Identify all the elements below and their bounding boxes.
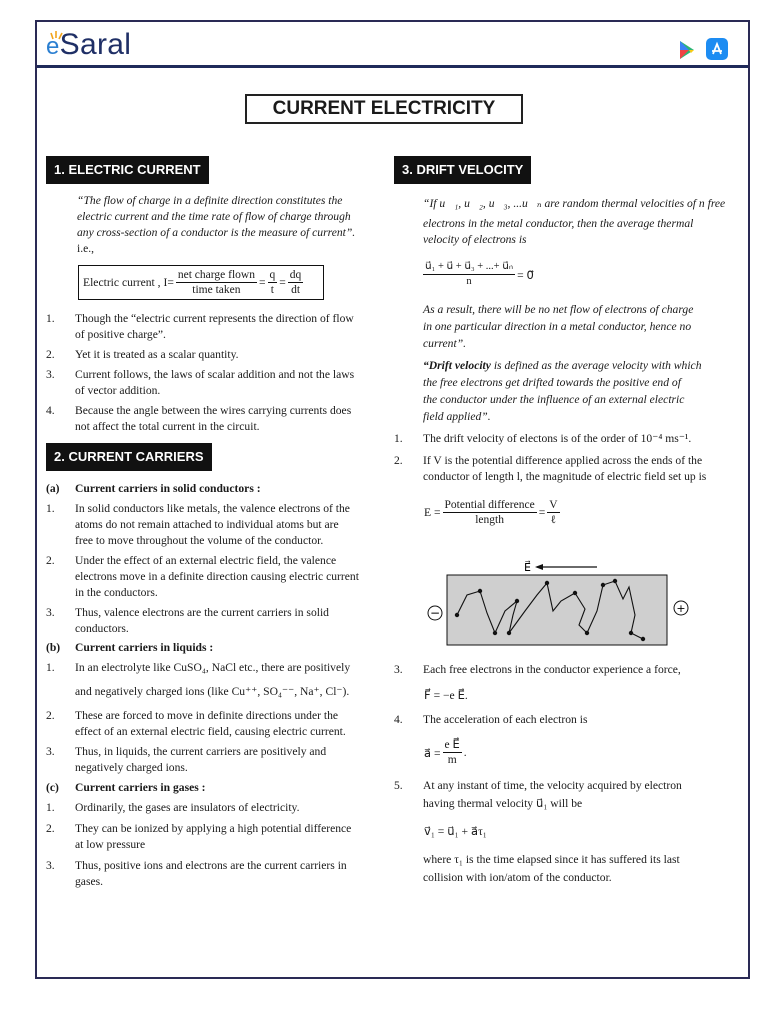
s3-definition-line-1 — [423, 358, 702, 374]
positive-terminal-sign: + — [676, 602, 686, 615]
s2-c3-line-2: gases. — [75, 875, 104, 888]
s3-intro-line-1: “If u⃗₁, u⃗₂, u⃗₃, ...u⃗ₙ are random thermal velocities of n free — [423, 197, 726, 210]
s1-item-number: 1. — [46, 312, 55, 325]
section-1-heading: 1. ELECTRIC CURRENT — [46, 156, 209, 184]
s2-c-item-number: 2. — [46, 822, 55, 835]
s2-a2-line-1: Under the effect of an external electric field, the valence — [75, 554, 337, 567]
eq-dq: dq — [289, 269, 302, 281]
s3-item-number: 2. — [394, 454, 403, 467]
s2-a-item-number: 3. — [46, 606, 55, 619]
s2-b-item-number: 2. — [46, 709, 55, 722]
s2-b-title: Current carriers in liquids : — [75, 641, 214, 654]
s1-item-number: 3. — [46, 368, 55, 381]
velocity-equation: v⃗₁ = u⃗₁ + a⃗τ₁ — [424, 825, 487, 838]
s2-c-title: Current carriers in gases : — [75, 781, 206, 794]
s1-ie: i.e., — [77, 242, 95, 255]
avg-num: u⃗₁ + u⃗ + u⃗₃ + ...+ u⃗ₙ — [423, 260, 515, 275]
s3-item-2-line-2: conductor of length l, the magnitude of electric field set up is — [423, 470, 707, 483]
s1-item-2-line-1: Yet it is treated as a scalar quantity. — [75, 348, 239, 361]
s1-item-4-line-2: not affect the total current in the circuit. — [75, 420, 260, 433]
s2-a1-line-2: atoms do not remain attached to individual atoms but are — [75, 518, 339, 531]
s1-item-1-line-1: Though the “electric current represents the direction of flow — [75, 312, 354, 325]
s2-c-item-number: 3. — [46, 859, 55, 872]
s2-b-item-number: 3. — [46, 745, 55, 758]
s3-item-number: 3. — [394, 663, 403, 676]
eq-fraction-qt — [268, 268, 278, 297]
s2-a1-line-1: In solid conductors like metals, the valence electrons of the — [75, 502, 350, 515]
s3-intro-line-2: electrons in the metal conductor, then the average thermal — [423, 217, 694, 230]
collision-point — [641, 637, 645, 641]
e-num: Potential difference — [444, 499, 535, 511]
s3-where-line-2: collision with ion/atom of the conductor. — [423, 871, 612, 884]
s2-c1-line-1: Ordinarily, the gases are insulators of electricity. — [75, 801, 300, 814]
s2-c-tag: (c) — [46, 781, 59, 794]
s1-intro-line-3: any cross-section of a conductor is the measure of current”. — [77, 226, 356, 239]
s2-b-tag: (b) — [46, 641, 61, 654]
s1-item-1-line-2: of positive charge”. — [75, 328, 166, 341]
avg-fraction — [423, 260, 515, 289]
s2-c3-line-1: Thus, positive ions and electrons are the current carriers in — [75, 859, 347, 872]
s2-a-item-number: 2. — [46, 554, 55, 567]
eq-dt: dt — [291, 284, 301, 296]
s3-intro-line-3: velocity of electrons is — [423, 233, 527, 246]
collision-point — [629, 631, 633, 635]
s3-item-3: Each free electrons in the conductor experience a force, — [423, 663, 681, 676]
s3-definition-rest: is defined as the average velocity with which — [490, 359, 702, 372]
s3-item-5-line-2: having thermal velocity u⃗₁ will be — [423, 797, 583, 810]
drift-velocity-term: “Drift velocity — [423, 359, 491, 372]
s2-a2-line-3: in the conductors. — [75, 586, 158, 599]
document-title: CURRENT ELECTRICITY — [245, 94, 523, 124]
eq-num: net charge flown — [177, 269, 255, 281]
app-store-icon[interactable] — [706, 38, 728, 60]
s2-b1-line-1: In an electrolyte like CuSO₄, NaCl etc., there are positively — [75, 661, 351, 674]
s1-item-3-line-1: Current follows, the laws of scalar addition and not the laws — [75, 368, 355, 381]
eq-fraction-main — [176, 268, 257, 297]
section-3-heading: 3. DRIFT VELOCITY — [394, 156, 531, 184]
a-dot: . — [463, 746, 467, 759]
s1-item-number: 2. — [46, 348, 55, 361]
s3-result-line-3: current”. — [423, 337, 467, 350]
s2-a1-line-3: free to move throughout the volume of the conductor. — [75, 534, 324, 547]
collision-point — [545, 581, 549, 585]
a-lhs: a⃗ = — [424, 746, 441, 760]
s2-b2-line-2: effect of an external electric field, causing electric current. — [75, 725, 346, 738]
s3-result-line-1: As a result, there will be no net flow of electrons of charge — [423, 303, 694, 316]
s2-a3-line-2: conductors. — [75, 622, 129, 635]
collision-point — [613, 579, 617, 583]
force-equation: F⃗ = −e E⃗. — [424, 689, 468, 702]
s3-definition-line-2: the free electrons get drifted towards the positive end of — [423, 376, 681, 389]
current-equation-box — [78, 265, 324, 300]
collision-point — [515, 599, 519, 603]
brand-logo-text: Saral — [59, 28, 132, 61]
e-fraction — [443, 498, 537, 527]
a-fraction — [443, 738, 462, 767]
s1-item-3-line-2: of vector addition. — [75, 384, 161, 397]
eq-den: time taken — [192, 284, 241, 296]
s2-a2-line-2: electrons move in a definite direction causing electric current — [75, 570, 359, 583]
collision-point — [507, 631, 511, 635]
s3-item-number: 5. — [394, 779, 403, 792]
brand-logo-e: e — [46, 33, 60, 60]
eq-equals-2: = — [279, 276, 286, 289]
header-rule — [37, 65, 748, 68]
s1-intro-line-2: electric current and the time rate of flow of charge through — [77, 210, 351, 223]
s2-c-item-number: 1. — [46, 801, 55, 814]
eq-q: q — [269, 269, 276, 281]
acceleration-equation — [424, 738, 467, 767]
e-lhs: E = — [424, 506, 441, 519]
collision-point — [478, 589, 482, 593]
s2-a-title: Current carriers in solid conductors : — [75, 482, 261, 495]
s3-item-2-line-1: If V is the potential difference applied across the ends of the — [423, 454, 703, 467]
e-fraction-vl — [547, 498, 559, 527]
s2-b3-line-2: negatively charged ions. — [75, 761, 188, 774]
s2-a-tag: (a) — [46, 482, 60, 495]
s2-b-item-number: 1. — [46, 661, 55, 674]
s1-intro-line-1: “The flow of charge in a definite direction constitutes the — [77, 194, 343, 207]
e-equals: = — [538, 506, 546, 519]
field-arrow-head-icon — [535, 564, 543, 570]
collision-point — [455, 613, 459, 617]
s1-item-number: 4. — [46, 404, 55, 417]
drift-diagram — [425, 553, 705, 653]
s3-item-5-line-1: At any instant of time, the velocity acquired by electron — [423, 779, 682, 792]
e-den: length — [475, 514, 504, 526]
s2-b3-line-1: Thus, in liquids, the current carriers are positively and — [75, 745, 327, 758]
eq-t: t — [270, 284, 274, 296]
section-2-heading: 2. CURRENT CARRIERS — [46, 443, 212, 471]
a-num: e E⃗ — [444, 739, 460, 751]
s2-a3-line-1: Thus, valence electrons are the current carriers in solid — [75, 606, 329, 619]
s2-c2-line-2: at low pressure — [75, 838, 146, 851]
avg-rhs: = 0⃗ — [517, 268, 534, 282]
s2-b1-line-2: and negatively charged ions (like Cu⁺⁺, SO₄⁻⁻, Na⁺, Cl⁻). — [75, 685, 350, 698]
google-play-icon[interactable] — [678, 40, 696, 60]
s2-c2-line-1: They can be ionized by applying a high potential difference — [75, 822, 352, 835]
eq-label: Electric current , I= — [83, 276, 174, 289]
s3-item-number: 1. — [394, 432, 403, 445]
negative-terminal-sign: − — [429, 606, 441, 620]
field-label: E⃗ — [524, 562, 531, 574]
eq-equals-1: = — [258, 276, 266, 289]
electric-field-equation — [424, 498, 560, 527]
collision-point — [573, 591, 577, 595]
e-l: ℓ — [550, 514, 557, 526]
s3-result-line-2: in one particular direction in a metal conductor, hence no — [423, 320, 692, 333]
collision-point — [585, 631, 589, 635]
s2-b2-line-1: These are forced to move in definite directions under the — [75, 709, 339, 722]
s1-item-4-line-1: Because the angle between the wires carrying currents does — [75, 404, 352, 417]
collision-point — [601, 583, 605, 587]
s3-where-line-1: where τ₁ is the time elapsed since it has suffered its last — [423, 853, 680, 866]
a-den: m — [447, 754, 457, 766]
s3-definition-line-3: the conductor under the influence of an external electric — [423, 393, 685, 406]
brand-logo[interactable] — [46, 28, 131, 62]
s3-definition-line-4: field applied”. — [423, 410, 491, 423]
s3-item-4: The acceleration of each electron is — [423, 713, 588, 726]
s3-item-1: The drift velocity of electons is of the order of 10⁻⁴ ms⁻¹. — [423, 432, 692, 445]
s2-a-item-number: 1. — [46, 502, 55, 515]
s3-item-number: 4. — [394, 713, 403, 726]
e-v: V — [549, 499, 558, 511]
eq-fraction-dqdt — [288, 268, 304, 297]
avg-den: n — [466, 276, 472, 287]
average-velocity-equation — [423, 260, 534, 289]
collision-point — [493, 631, 497, 635]
